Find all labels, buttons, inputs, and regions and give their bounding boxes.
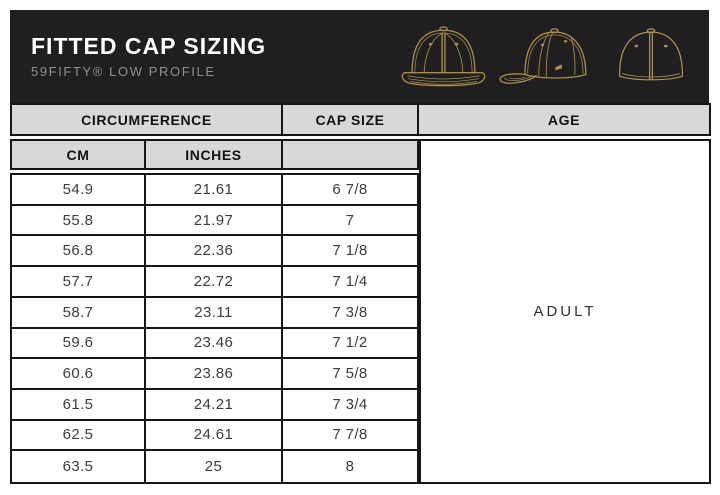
page-subtitle: 59FIFTY® LOW PROFILE bbox=[31, 63, 216, 79]
inches-cell: 21.97 bbox=[146, 206, 283, 237]
inches-cell: 23.86 bbox=[146, 359, 283, 390]
column-header-cap-size: CAP SIZE bbox=[283, 105, 419, 134]
cm-cell: 55.8 bbox=[12, 206, 146, 237]
column-header-inches: INCHES bbox=[146, 141, 283, 168]
inches-cell: 25 bbox=[146, 451, 283, 482]
cm-cell: 54.9 bbox=[12, 175, 146, 206]
cap-back-icon bbox=[605, 21, 697, 93]
inches-cell: 22.72 bbox=[146, 267, 283, 298]
cap-size-cell: 7 1/8 bbox=[283, 236, 417, 267]
cap-size-cell: 7 7/8 bbox=[283, 421, 417, 452]
cap-front-icon bbox=[396, 21, 491, 93]
column-header-age: AGE bbox=[419, 105, 709, 134]
cm-cell: 61.5 bbox=[12, 390, 146, 421]
cm-cell: 57.7 bbox=[12, 267, 146, 298]
page-title: FITTED CAP SIZING bbox=[31, 33, 267, 60]
cap-size-cell: 7 1/2 bbox=[283, 329, 417, 360]
column-header-cm: CM bbox=[12, 141, 146, 168]
cap-size-cell: 8 bbox=[283, 451, 417, 482]
cap-illustrations bbox=[396, 21, 709, 93]
cm-cell: 60.6 bbox=[12, 359, 146, 390]
inches-cell: 23.46 bbox=[146, 329, 283, 360]
cm-cell: 58.7 bbox=[12, 298, 146, 329]
cap-side-icon bbox=[497, 21, 599, 93]
header-banner bbox=[10, 10, 709, 103]
header-titles bbox=[10, 34, 266, 78]
cm-cell: 56.8 bbox=[12, 236, 146, 267]
cap-size-cell: 7 5/8 bbox=[283, 359, 417, 390]
cap-size-cell: 6 7/8 bbox=[283, 175, 417, 206]
table-body bbox=[10, 173, 419, 484]
inches-cell: 24.61 bbox=[146, 421, 283, 452]
inches-cell: 24.21 bbox=[146, 390, 283, 421]
cap-size-cell: 7 bbox=[283, 206, 417, 237]
cap-size-cell: 7 3/4 bbox=[283, 390, 417, 421]
table-header-row bbox=[10, 103, 711, 136]
subheader-empty-cell bbox=[283, 141, 417, 168]
age-value-cell: ADULT bbox=[419, 139, 711, 484]
cap-size-cell: 7 1/4 bbox=[283, 267, 417, 298]
cm-cell: 59.6 bbox=[12, 329, 146, 360]
cm-cell: 63.5 bbox=[12, 451, 146, 482]
cap-size-cell: 7 3/8 bbox=[283, 298, 417, 329]
table-subheader-row bbox=[10, 139, 419, 170]
inches-cell: 22.36 bbox=[146, 236, 283, 267]
column-header-circumference: CIRCUMFERENCE bbox=[12, 105, 283, 134]
inches-cell: 21.61 bbox=[146, 175, 283, 206]
cm-cell: 62.5 bbox=[12, 421, 146, 452]
inches-cell: 23.11 bbox=[146, 298, 283, 329]
